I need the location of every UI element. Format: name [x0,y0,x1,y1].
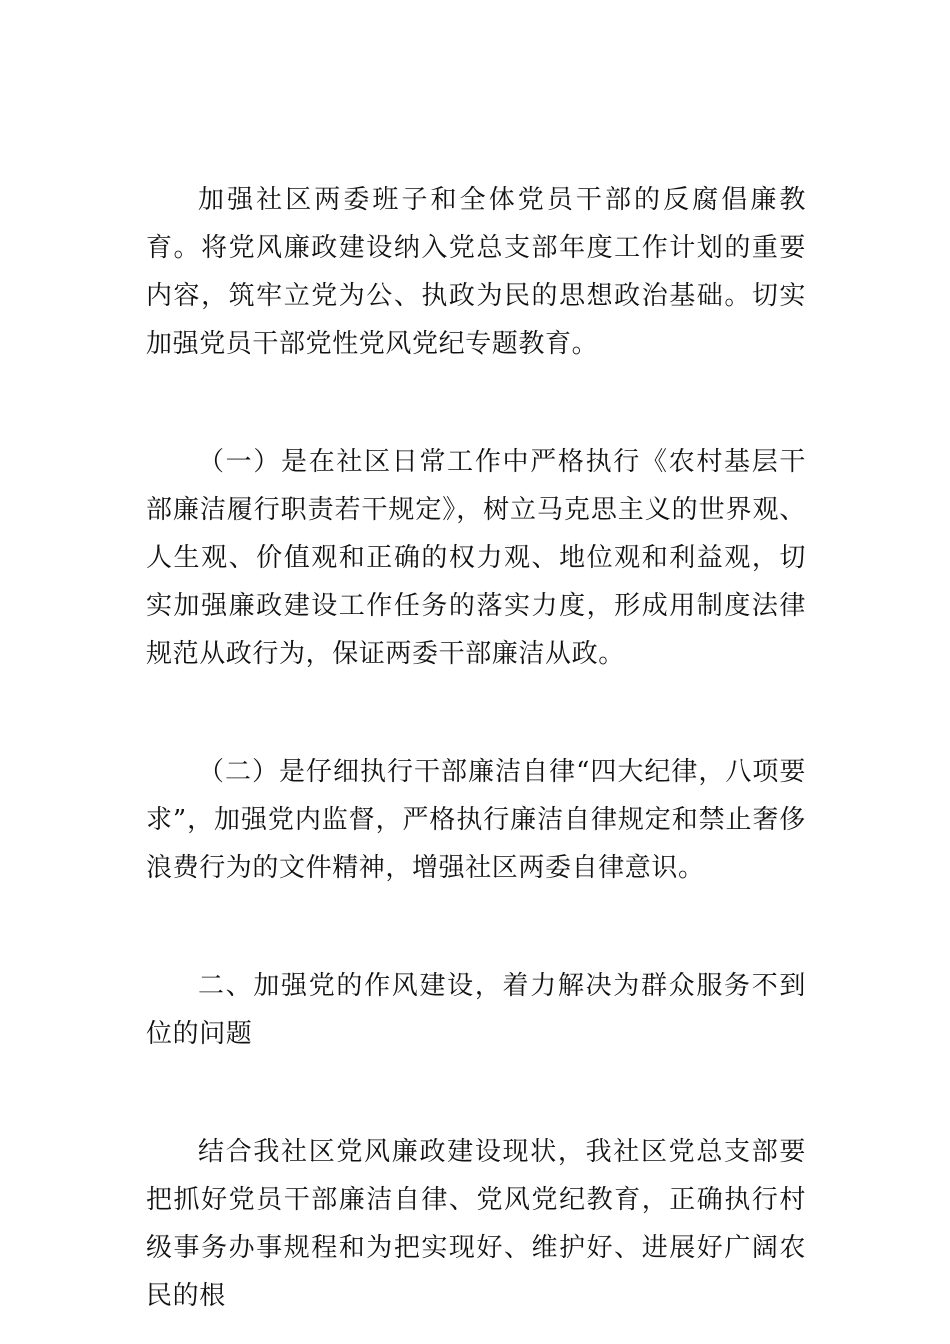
paragraph-item-two: （二）是仔细执行干部廉洁自律“四大纪律，八项要求”，加强党内监督，严格执行廉洁自律规定和禁止奢侈浪费行为的文件精神，增强社区两委自律意识。 [146,757,806,883]
paragraph-section-two-body: 结合我社区党风廉政建设现状，我社区党总支部要把抓好党员干部廉洁自律、党风党纪教育，正确执行村级事务办事规程和为把实现好、维护好、进展好广阔农民的根 [146,1137,806,1311]
document-body [146,176,806,1320]
paragraph-item-one: （一）是在社区日常工作中严格执行《农村基层干部廉洁履行职责若干规定》，树立马克思主义的世界观、人生观、价值观和正确的权力观、地位观和利益观，切实加强廉政建设工作任务的落实力度，形成用制度法律规范从政行为，保证两委干部廉洁从政。 [146,447,806,669]
paragraph-anti-corruption-education: 加强社区两委班子和全体党员干部的反腐倡廉教育。将党风廉政建设纳入党总支部年度工作计划的重要内容，筑牢立党为公、执政为民的思想政治基础。切实加强党员干部党性党风党纪专题教育。 [146,185,806,359]
section-heading-two: 二、加强党的作风建设，着力解决为群众服务不到位的问题 [146,971,806,1049]
